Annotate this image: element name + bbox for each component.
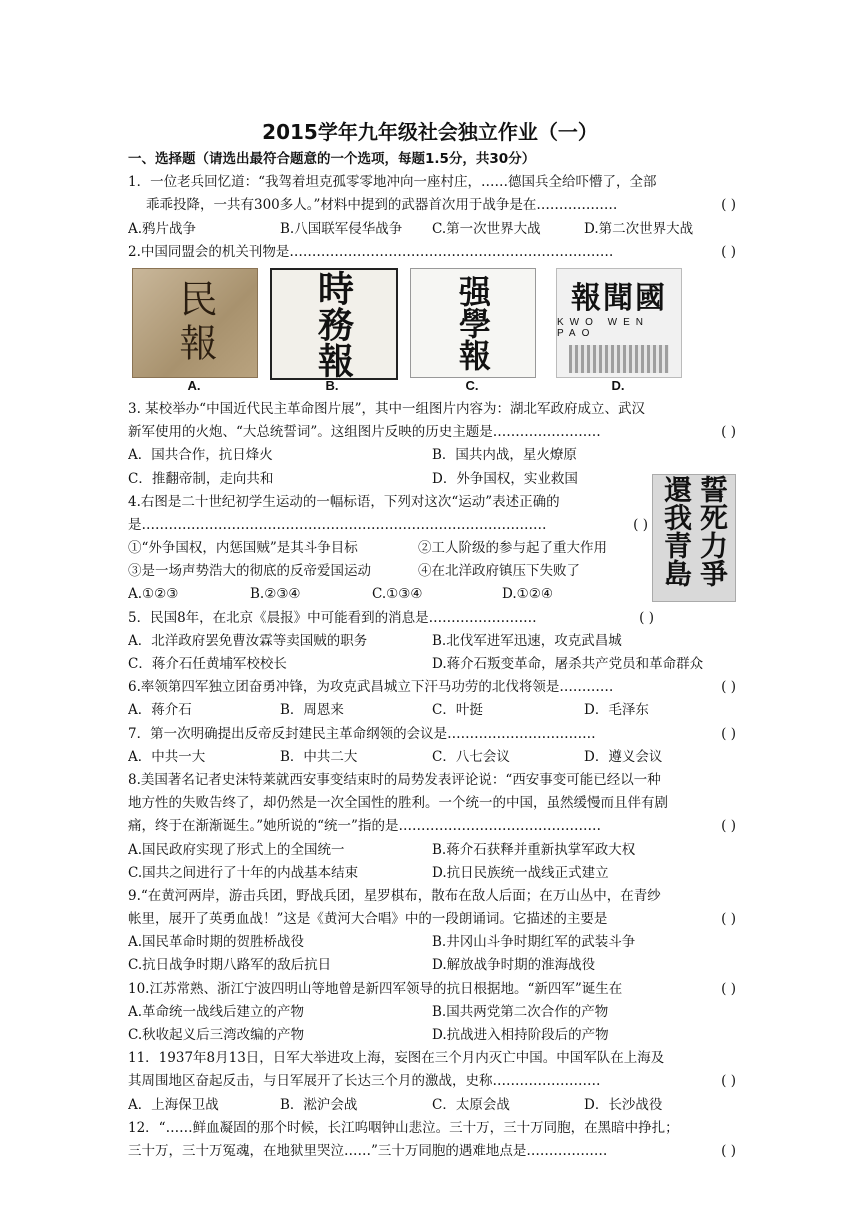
- option-b[interactable]: B.国共两党第二次合作的产物: [432, 1003, 609, 1020]
- q9-options-row2: [128, 954, 736, 977]
- q12-line1: 12．“……鲜血凝固的那个时候，长江呜咽钟山悲泣。三十万，三十万同胞，在黑暗中挣扎；: [128, 1119, 679, 1136]
- option-c[interactable]: C.①③④: [372, 586, 423, 603]
- statement-3: ③是一场声势浩大的彻底的反帝爱国运动: [128, 563, 371, 580]
- statement-4: ④在北洋政府镇压下失败了: [418, 563, 580, 580]
- may-fourth-banner-image[interactable]: 誓死力爭還我青島: [652, 474, 736, 602]
- q3-options-row1: [128, 444, 736, 467]
- image-caption-b: B.: [325, 377, 339, 393]
- q8-line1: 8.美国著名记者史沫特莱就西安事变结束时的局势发表评论说：“西安事变可能已经以一种: [128, 771, 661, 788]
- option-d[interactable]: D.解放战争时期的淮海战役: [432, 957, 596, 974]
- option-c[interactable]: C．叶挺: [432, 702, 483, 719]
- q6-stem: 6.率领第四军独立团奋勇冲锋，为攻克武昌城立下汗马功劳的北伐将领是………… ( ): [128, 676, 736, 699]
- option-b[interactable]: B．淞沪会战: [280, 1096, 358, 1113]
- q2-newspaper-images: [128, 268, 736, 396]
- answer-paren: ( ): [721, 424, 736, 441]
- q4-statements-2: [128, 560, 648, 583]
- q5-options-row2: [128, 653, 736, 676]
- option-c[interactable]: C．太原会战: [432, 1096, 510, 1113]
- option-c[interactable]: C.秋收起义后三湾改编的产物: [128, 1027, 305, 1043]
- q11-options: [128, 1094, 736, 1117]
- q8-options-row1: [128, 839, 736, 862]
- option-b[interactable]: B.北伐军进军迅速，攻克武昌城: [432, 632, 622, 649]
- option-d[interactable]: D.抗日民族统一战线正式建立: [432, 864, 609, 881]
- q8-line3: 痛，终于在渐渐诞生。”她所说的“统一”指的是……………………………………… ( ): [128, 815, 736, 838]
- answer-paren: ( ): [639, 609, 654, 626]
- option-a[interactable]: A．蒋介石: [128, 702, 192, 719]
- option-a[interactable]: A．上海保卫战: [128, 1096, 219, 1113]
- answer-paren: ( ): [721, 980, 736, 997]
- option-b[interactable]: B.②③④: [250, 586, 301, 603]
- q5-options-row1: [128, 630, 736, 653]
- q1-options: [128, 218, 736, 241]
- q6-options: [128, 699, 736, 722]
- q10-stem: 10.江苏常熟、浙江宁波四明山等地曾是新四军领导的抗日根据地。“新四军”诞生在 ( ): [128, 978, 736, 1001]
- answer-paren: ( ): [721, 911, 736, 928]
- option-b[interactable]: B.蒋介石获释并重新执掌军政大权: [432, 841, 636, 858]
- answer-paren: ( ): [721, 1073, 736, 1090]
- q9-line2: 帐里，展开了英勇血战！”这是《黄河大合唱》中的一段朗诵词。它描述的主要是 ( ): [128, 908, 736, 931]
- q7-options: [128, 746, 736, 769]
- option-a[interactable]: A．北洋政府罢免曹汝霖等卖国贼的职务: [128, 632, 368, 649]
- q4-options: [128, 583, 648, 606]
- guowenbao-image[interactable]: 報聞國 KWO WEN PAO: [556, 268, 682, 378]
- option-c[interactable]: C．八七会议: [432, 748, 510, 765]
- option-b[interactable]: B．国共内战，星火燎原: [432, 447, 577, 464]
- q11-line1: 11．1937年8月13日，日军大举进攻上海，妄图在三个月内灭亡中国。中国军队在上海及: [128, 1050, 665, 1067]
- option-a[interactable]: A.国民革命时期的贺胜桥战役: [128, 934, 305, 951]
- option-c[interactable]: C.第一次世界大战: [432, 220, 541, 237]
- option-d[interactable]: D．遵义会议: [584, 748, 663, 765]
- answer-paren: ( ): [721, 1142, 736, 1159]
- answer-paren: ( ): [721, 197, 736, 214]
- image-caption-a: A.: [187, 377, 201, 393]
- q3-line1: 3. 某校举办“中国近代民主革命图片展”，其中一组图片内容为：湖北军政府成立、武汉: [128, 400, 645, 417]
- q12-line2: 三十万，三十万冤魂，在地狱里哭泣……”三十万同胞的遇难地点是……………… ( ): [128, 1140, 736, 1163]
- q4-statements-1: [128, 537, 648, 560]
- q8-line2: 地方性的失败告终了，却仍然是一次全国性的胜利。一个统一的中国，虽然缓慢而且伴有剧: [128, 795, 668, 812]
- option-c[interactable]: C.国共之间进行了十年的内战基本结束: [128, 864, 359, 881]
- statement-1: ①“外争国权，内惩国贼”是其斗争目标: [128, 540, 358, 557]
- option-b[interactable]: B．中共二大: [280, 748, 358, 765]
- q9-options-row1: [128, 931, 736, 954]
- option-a[interactable]: A.①②③: [128, 586, 179, 603]
- q8-options-row2: [128, 862, 736, 885]
- option-a[interactable]: A．国共合作，抗日烽火: [128, 447, 273, 464]
- statement-2: ②工人阶级的参与起了重大作用: [418, 540, 607, 557]
- option-d[interactable]: D.①②④: [502, 586, 553, 603]
- option-d[interactable]: D.抗战进入相持阶段后的产物: [432, 1027, 609, 1043]
- option-c[interactable]: C．推翻帝制，走向共和: [128, 470, 274, 487]
- option-a[interactable]: A．中共一大: [128, 748, 206, 765]
- option-b[interactable]: B．周恩来: [280, 702, 344, 719]
- answer-paren: ( ): [721, 679, 736, 696]
- option-d[interactable]: D．毛泽东: [584, 702, 649, 719]
- option-a[interactable]: A.革命统一战线后建立的产物: [128, 1003, 305, 1020]
- qiangxuebao-image[interactable]: 强學報: [410, 268, 536, 378]
- option-c[interactable]: C．蒋介石任黄埔军校校长: [128, 656, 287, 672]
- minbao-image[interactable]: 民報: [132, 268, 258, 378]
- q4-line2: 是……………………………………………………………………………… ( ): [128, 514, 648, 537]
- question-list: [128, 148, 736, 1163]
- option-b[interactable]: B.井冈山斗争时期红军的武装斗争: [432, 934, 636, 951]
- q3-options-row2: [128, 468, 736, 491]
- q2-stem: 2.中国同盟会的机关刊物是……………………………………………………………… ( ): [128, 241, 736, 264]
- answer-paren: ( ): [721, 818, 736, 835]
- option-d[interactable]: D.蒋介石叛变革命，屠杀共产党员和革命群众: [432, 656, 704, 672]
- section-heading: 一、选择题（请选出最符合题意的一个选项，每题1.5分，共30分）: [128, 151, 536, 167]
- option-c[interactable]: C.抗日战争时期八路军的敌后抗日: [128, 957, 332, 974]
- option-d[interactable]: D．外争国权，实业救国: [432, 470, 578, 487]
- answer-paren: ( ): [633, 516, 648, 533]
- image-caption-d: D.: [611, 377, 625, 393]
- option-a[interactable]: A.国民政府实现了形式上的全国统一: [128, 841, 345, 858]
- option-b[interactable]: B.八国联军侵华战争: [280, 220, 403, 237]
- answer-paren: ( ): [721, 725, 736, 742]
- q9-line1: 9.“在黄河两岸，游击兵团，野战兵团，星罗棋布，散布在敌人后面；在万山丛中，在青纱: [128, 887, 661, 904]
- q1-line2: 乖乖投降，一共有300多人。”材料中提到的武器首次用于战争是在……………… ( ): [128, 194, 736, 217]
- q3-line2: 新军使用的火炮、“大总统誓词”。这组图片反映的历史主题是…………………… ( ): [128, 421, 736, 444]
- q11-line2: 其周围地区奋起反击，与日军展开了长达三个月的激战，史称…………………… ( ): [128, 1070, 736, 1093]
- option-a[interactable]: A.鸦片战争: [128, 220, 197, 237]
- q7-stem: 7．第一次明确提出反帝反封建民主革命纲领的会议是…………………………… ( ): [128, 723, 736, 746]
- answer-paren: ( ): [721, 243, 736, 260]
- q4-line1: 4.右图是二十世纪初学生运动的一幅标语，下列对这次“运动”表述正确的: [128, 493, 560, 510]
- page-title: 2015学年九年级社会独立作业（一）: [262, 120, 598, 144]
- q10-options-row1: [128, 1001, 736, 1024]
- image-caption-c: C.: [465, 377, 479, 393]
- option-d[interactable]: D.第二次世界大战: [584, 220, 694, 237]
- option-d[interactable]: D．长沙战役: [584, 1096, 663, 1113]
- q5-stem: 5．民国8年，在北京《晨报》中可能看到的消息是…………………… ( ): [128, 607, 736, 630]
- q10-options-row2: [128, 1024, 736, 1047]
- shiwubao-image[interactable]: 時務報: [270, 268, 398, 380]
- q1-line1: 1．一位老兵回忆道：“我驾着坦克孤零零地冲向一座村庄，……德国兵全给吓懵了，全部: [128, 174, 657, 191]
